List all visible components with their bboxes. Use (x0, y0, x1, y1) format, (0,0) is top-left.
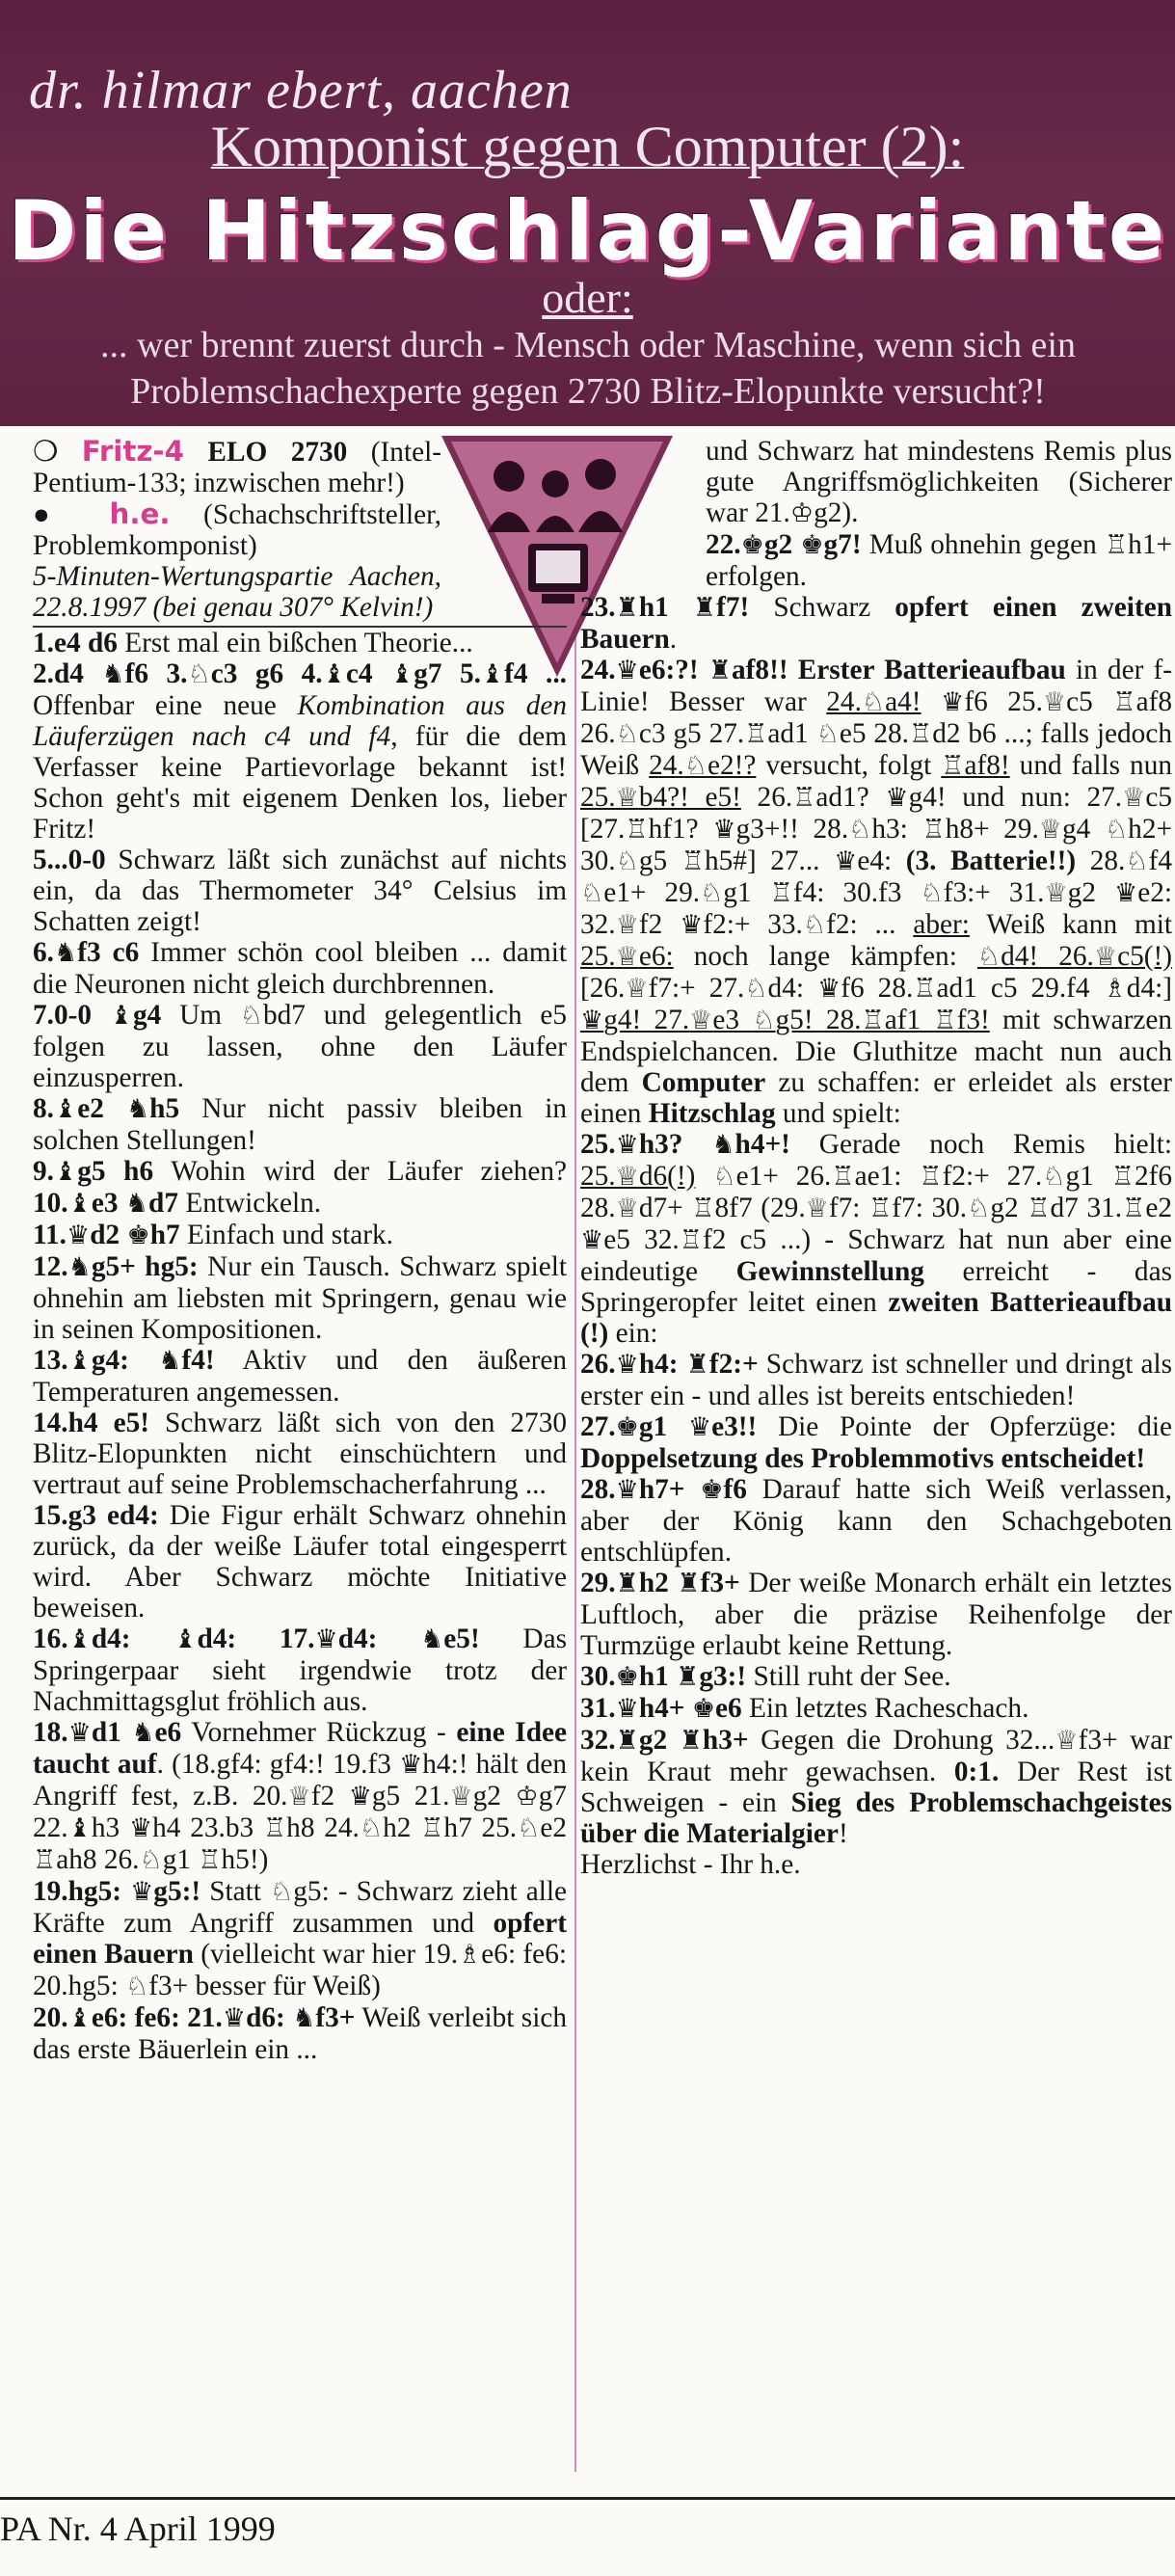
footer-rule (0, 2497, 1175, 2500)
series-title: Komponist gegen Computer (2): (210, 115, 965, 178)
left-paragraph-8: 12.♞g5+ hg5: Nur ein Tausch. Schwarz spielt ohnehin am liebsten mit Springern, genau wie in seinen Kompositionen. (33, 1251, 567, 1345)
left-paragraph-7: 11.♛d2 ♚h7 Einfach und stark. (33, 1220, 393, 1250)
right-paragraph-0: 23.♜h1 ♜f7! Schwarz opfert einen zweiten Bauern. (580, 592, 1173, 655)
right-top-text: und Schwarz hat mindestens Remis plus gute Angriffsmöglichkeiten (Sicherer war 21.♔g2). (706, 436, 1172, 528)
left-paragraph-10: 14.h4 e5! Schwarz läßt sich von den 2730 Blitz-Elopunkten nicht einschüchtern und vertraut auf seine Problemschacherfahrung ... (33, 1408, 567, 1500)
right-paragraph-6: 29.♜h2 ♜f3+ Der weiße Monarch erhält ein letztes Luftloch, aber die präzise Reihenfolge der Turmzüge erlaubt keine Rettung. (580, 1568, 1172, 1661)
game-info: 5-Minuten-Wertungspartie Aachen, 22.8.1997 (bei genau 307° Kelvin!) (33, 561, 441, 623)
oder-label: oder: (542, 273, 633, 322)
left-paragraph-11: 15.g3 ed4: Die Figur erhält Schwarz ohnehin zurück, da der weiße Läufer total eingesperrt wird. Aber Schwarz möchte Initiative beweisen. (33, 1500, 567, 1623)
right-paragraph-7: 30.♚h1 ♜g3:! Still ruht der See. (580, 1661, 951, 1692)
left-paragraph-4: 7.0-0 ♝g4 Um ♘bd7 und gelegentlich e5 folgen zu lassen, ohne den Läufer einzusperren. (33, 1000, 567, 1093)
right-paragraph-3: 26.♛h4: ♜f2:+ Schwarz ist schneller und dringt als erster ein - und alles ist bereits entschieden! (580, 1349, 1172, 1411)
move-22: 22.♚g2 ♚g7! Muß ohnehin gegen ♖h1+ erfolgen. (706, 529, 1172, 592)
left-paragraph-12: 16.♝d4: ♝d4: 17.♛d4: ♞e5! Das Springerpaar sieht irgendwie trotz der Nachmittagsglut fröhlich aus. (33, 1623, 567, 1717)
left-paragraph-14: 19.hg5: ♛g5:! Statt ♘g5: - Schwarz zieht alle Kräfte zum Angriff zusammen und opfert einen Bauern (vielleicht war hier 19.♗e6: fe6: 20.hg5: ♘f3+ besser für Weiß) (33, 1876, 567, 2001)
left-paragraph-15: 20.♝e6: fe6: 21.♛d6: ♞f3+ Weiß verleibt sich das erste Bäuerlein ein ... (33, 2002, 567, 2065)
left-paragraph-13: 18.♛d1 ♞e6 Vornehmer Rückzug - eine Idee taucht auf. (18.gf4: gf4:! 19.f3 ♛h4:! hält den Angriff fest, z.B. 20.♕f2 ♛g5 21.♕g2 ♔g7 22.♝h3 ♛h4 23.b3 ♖h8 24.♘h2 ♖h7 25.♘e2 ♖ah8 26.♘g1 ♖h5!) (33, 1717, 568, 1875)
player-black: ● h.e. (Schachschriftsteller, Problemkomponist) (33, 497, 441, 561)
left-paragraph-5: 8.♝e2 ♞h5 Nur nicht passiv bleiben in solchen Stellungen! (33, 1093, 567, 1156)
left-paragraph-3: 6.♞f3 c6 Immer schön cool bleiben ... damit die Neuronen nicht gleich durchbrennen. (33, 937, 567, 1000)
column-divider (574, 436, 576, 2472)
left-paragraph-1: 2.d4 ♞f6 3.♘c3 g6 4.♝c4 ♝g7 5.♝f4 ... Offenbar eine neue Kombination aus den Läuferzügen nach c4 und f4, für die dem Verfasser keine Partievorlage bekannt ist! Schon geht's mit eigenem Denken los, lieber Fritz! (33, 658, 567, 845)
article-subtitle: ... wer brennt zuerst durch - Mensch oder Maschine, wenn sich ein Problemschachexperte gegen 2730 Blitz-Elopunkte versucht?! (100, 325, 1076, 412)
header-banner (0, 0, 1175, 426)
article-title: Die Hitzschlag-Variante (7, 183, 1168, 280)
left-paragraph-9: 13.♝g4: ♞f4! Aktiv und den äußeren Temperaturen angemessen. (33, 1345, 567, 1408)
left-paragraph-2: 5...0-0 Schwarz läßt sich zunächst auf nichts ein, da das Thermometer 34° Celsius im Schatten zeigt! (33, 845, 567, 937)
right-paragraph-10: Herzlichst - Ihr h.e. (580, 1849, 801, 1880)
left-paragraph-0: 1.e4 d6 Erst mal ein bißchen Theorie... (33, 628, 473, 658)
footer-issue: PA Nr. 4 April 1999 (0, 2509, 276, 2548)
left-column (33, 436, 567, 2065)
right-paragraph-5: 28.♛h7+ ♚f6 Darauf hatte sich Weiß verlassen, aber der König kann den Schachgeboten entschlüpfen. (580, 1474, 1172, 1568)
left-paragraph-6: 9.♝g5 h6 Wohin wird der Läufer ziehen? 10.♝e3 ♞d7 Entwickeln. (33, 1156, 567, 1219)
right-paragraph-9: 32.♜g2 ♜h3+ Gegen die Drohung 32...♕f3+ war kein Kraut mehr gewachsen. 0:1. Der Rest ist Schweigen - ein Sieg des Problemschachgeistes über die Materialgier! (580, 1725, 1172, 1849)
player-white: ❍ Fritz-4 ELO 2730 (Intel-Pentium-133; inzwischen mehr!) (33, 435, 441, 498)
left-moves (33, 628, 567, 2065)
right-paragraph-4: 27.♚g1 ♛e3!! Die Pointe der Opferzüge: die Doppelsetzung des Problemmotivs entscheidet! (580, 1411, 1173, 1474)
right-moves (580, 592, 1172, 1880)
right-paragraph-2: 25.♛h3? ♞h4+! Gerade noch Remis hielt: 25.♕d6(!) ♘e1+ 26.♖ae1: ♖f2:+ 27.♘g1 ♖2f6 28.♕d7+ ♖8f7 (29.♕f7: ♖f7: 30.♘g2 ♖d7 31.♖e2 ♛e5 32.♖f2 c5 ...) - Schwarz hat nun aber eine eindeutige Gewinnstellung erreicht - das Springeropfer leitet einen zweiten Batterieaufbau (!) ein: (580, 1129, 1173, 1349)
author-line: dr. hilmar ebert, aachen (29, 61, 573, 121)
right-paragraph-1: 24.♛e6:?! ♜af8!! Erster Batterieaufbau in der f-Linie! Besser war 24.♘a4! ♛f6 25.♕c5 ♖af8 26.♘c3 g5 27.♖ad1 ♘e5 28.♖d2 b6 ...; falls jedoch Weiß 24.♘e2!? versucht, folgt ♖af8! und falls nun 25.♕b4?! e5! 26.♖ad1? ♛g4! und nun: 27.♕c5 [27.♖hf1? ♛g3+!! 28.♘h3: ♖h8+ 29.♕g4 ♘h2+ 30.♘g5 ♖h5#] 27... ♛e4: (3. Batterie!!) 28.♘f4 ♘e1+ 29.♘g1 ♖f4: 30.f3 ♘f3:+ 31.♕g2 ♛e2: 32.♕f2 ♛f2:+ 33.♘f2: ... aber: Weiß kann mit 25.♕e6: noch lange kämpfen: ♘d4! 26.♕c5(!) [26.♕f7:+ 27.♘d4: ♛f6 28.♖ad1 c5 29.f4 ♗d4:] ♛g4! 27.♕e3 ♘g5! 28.♖af1 ♖f3! mit schwarzen Endspielchancen. Die Gluthitze macht nun auch dem Computer zu schaffen: er erleidet als erster einen Hitzschlag und spielt: (580, 655, 1173, 1129)
right-paragraph-8: 31.♛h4+ ♚e6 Ein letztes Racheschach. (580, 1693, 1029, 1724)
right-column (580, 436, 1172, 1880)
